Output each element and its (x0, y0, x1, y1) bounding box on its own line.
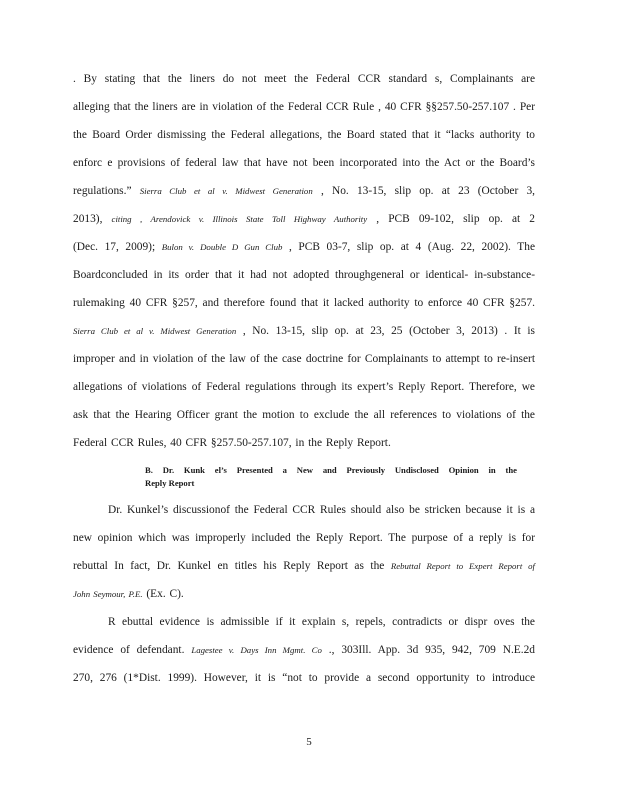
case-citation: Bulon v. Double D Gun Club (161, 242, 283, 252)
text-run: , No. 13-15, slip op. at 23, 25 (October 3, 2013) . It is (242, 325, 535, 337)
body-text-line (73, 324, 535, 338)
body-text-line: Boardconcluded in its order that it had not adopted throughgeneral or identical- in-substance- (73, 269, 535, 281)
body-text-line (73, 643, 535, 657)
text-run: (Ex. C). (146, 588, 184, 600)
body-text-line (73, 559, 535, 573)
body-text-line: R ebuttal evidence is admissible if it explain s, repels, contradicts or dispr oves the (108, 616, 535, 628)
body-text-line: new opinion which was improperly included the Reply Report. The purpose of a reply is for (73, 532, 535, 544)
report-title: John Seymour, P.E. (73, 589, 143, 599)
text-run: , No. 13-15, slip op. at 23 (October 3, (320, 185, 535, 197)
body-text-line: 270, 276 (1*Dist. 1999). However, it is “not to provide a second opportunity to introduce (73, 672, 535, 684)
text-run: regulations.” (73, 185, 132, 197)
body-text-line (73, 587, 184, 601)
body-text-line: the Board Order dismissing the Federal allegations, the Board stated that it “lacks authority to (73, 129, 535, 141)
body-text-line: rulemaking 40 CFR §257, and therefore found that it lacked authority to enforce 40 CFR §257. (73, 297, 535, 309)
body-text-line (73, 184, 535, 198)
case-citation: Sierra Club et al v. Midwest Generation (139, 186, 313, 196)
page-number: 5 (306, 736, 312, 748)
case-citation: Sierra Club et al v. Midwest Generation (73, 326, 237, 336)
text-run: (Dec. 17, 2009); (73, 241, 156, 253)
section-heading: B. Dr. Kunk el’s Presented a New and Previously Undisclosed Opinion in the (145, 465, 517, 475)
text-run: rebuttal In fact, Dr. Kunkel en titles his Reply Report as the (73, 560, 385, 572)
body-text-line: allegations of violations of Federal regulations through its expert’s Reply Report. Therefore, we (73, 381, 535, 393)
body-text-line: Federal CCR Rules, 40 CFR §257.50-257.107, in the Reply Report. (73, 437, 391, 449)
body-text-line: ask that the Hearing Officer grant the motion to exclude the all references to violations of the (73, 409, 535, 421)
body-text-line (73, 240, 535, 254)
body-text-line: alleging that the liners are in violation of the Federal CCR Rule , 40 CFR §§257.50-257.107 . Per (73, 101, 535, 113)
section-heading-continued: Reply Report (145, 478, 195, 488)
case-citation: citing , Arendovick v. Illinois State Toll Highway Authority (111, 214, 368, 224)
body-text-line (73, 212, 535, 226)
text-run: ., 303Ill. App. 3d 935, 942, 709 N.E.2d (328, 644, 535, 656)
body-text-line: improper and in violation of the law of the case doctrine for Complainants to attempt to re-insert (73, 353, 535, 365)
body-text-line: Dr. Kunkel’s discussionof the Federal CCR Rules should also be stricken because it is a (108, 504, 535, 516)
text-run: , PCB 03-7, slip op. at 4 (Aug. 22, 2002). The (289, 241, 535, 253)
text-run: 2013), (73, 213, 103, 225)
body-text-line: enforc e provisions of federal law that have not been incorporated into the Act or the Board’s (73, 157, 535, 169)
body-text-line: . By stating that the liners do not meet the Federal CCR standard s, Complainants are (73, 73, 535, 85)
case-citation: Lagestee v. Days Inn Mgmt. Co (191, 645, 322, 655)
text-run: evidence of defendant. (73, 644, 185, 656)
text-run: , PCB 09-102, slip op. at 2 (376, 213, 535, 225)
report-title: Rebuttal Report to Expert Report of (390, 561, 535, 571)
